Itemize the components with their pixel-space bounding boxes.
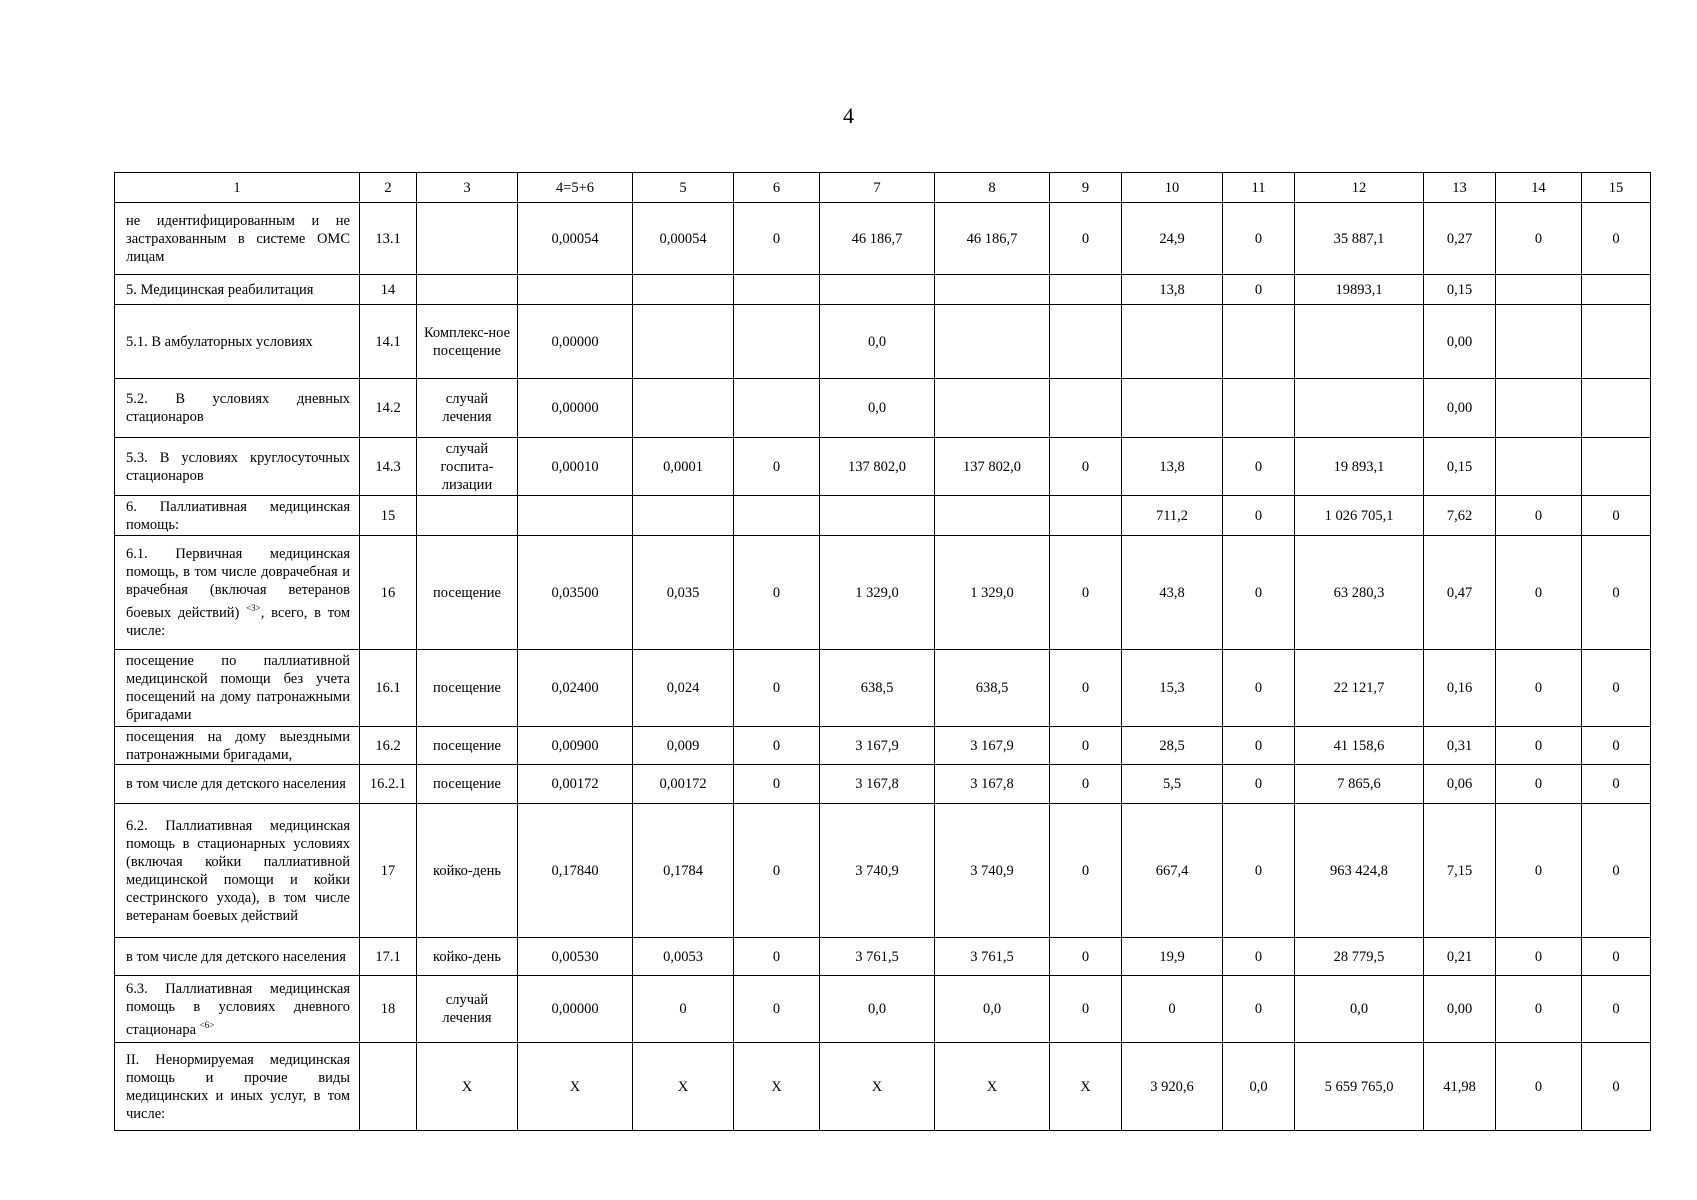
table-row [115,496,1651,536]
cell-col15: 0 [1582,496,1651,536]
cell-col5: 0,1784 [633,804,734,938]
cell-col10 [1122,305,1223,379]
cell-code: 14.2 [360,379,417,438]
column-header-11: 11 [1223,173,1295,203]
table-row [115,727,1651,765]
cell-col10: 15,3 [1122,650,1223,727]
cell-name: 6. Паллиативная медицинская помощь: [115,496,360,536]
column-header-2: 2 [360,173,417,203]
cell-unit [417,203,518,275]
cell-col6 [734,496,820,536]
cell-name: в том числе для детского населения [115,938,360,976]
column-header-1: 1 [115,173,360,203]
cell-col4 [518,275,633,305]
cell-col11: 0 [1223,976,1295,1043]
cell-col11: 0 [1223,438,1295,496]
cell-col11: 0 [1223,804,1295,938]
cell-col13: 0,21 [1424,938,1496,976]
cell-unit: посещение [417,650,518,727]
cell-col9 [1050,275,1122,305]
cell-col14: 0 [1496,765,1582,804]
cell-col15: 0 [1582,536,1651,650]
cell-col6: X [734,1043,820,1131]
cell-col11: 0 [1223,938,1295,976]
cell-col8: 3 167,9 [935,727,1050,765]
cell-col12: 28 779,5 [1295,938,1424,976]
table-row [115,976,1651,1043]
cell-col4: 0,00054 [518,203,633,275]
column-header-14: 14 [1496,173,1582,203]
cell-col14 [1496,438,1582,496]
cell-col5 [633,305,734,379]
cell-col13: 0,15 [1424,438,1496,496]
cell-col10: 24,9 [1122,203,1223,275]
cell-unit: посещение [417,727,518,765]
cell-col10: 5,5 [1122,765,1223,804]
cell-col4: 0,00010 [518,438,633,496]
cell-col6: 0 [734,203,820,275]
footnote-marker: <3> [246,603,261,614]
cell-col8: 46 186,7 [935,203,1050,275]
cell-col14 [1496,275,1582,305]
cell-col10: 13,8 [1122,438,1223,496]
cell-col15: 0 [1582,650,1651,727]
cell-col13: 0,27 [1424,203,1496,275]
table-row [115,438,1651,496]
cell-col7: 3 740,9 [820,804,935,938]
column-header-4: 4=5+6 [518,173,633,203]
table-row [115,765,1651,804]
cell-col15: 0 [1582,1043,1651,1131]
cell-col6 [734,379,820,438]
cell-col4: 0,00172 [518,765,633,804]
cell-unit [417,496,518,536]
cell-name: посещение по паллиативной медицинской помощи без учета посещений на дому патронажными бригадами [115,650,360,727]
cell-col14: 0 [1496,203,1582,275]
cell-name: 6.2. Паллиативная медицинская помощь в стационарных условиях (включая койки паллиативной медицинской помощи и койки сестринского ухода), в том числе ветеранам боевых действий [115,804,360,938]
cell-name: в том числе для детского населения [115,765,360,804]
cell-col7: 638,5 [820,650,935,727]
cell-name: не идентифицированным и не застрахованным в системе ОМС лицам [115,203,360,275]
cell-name: 5. Медицинская реабилитация [115,275,360,305]
cell-col9: 0 [1050,650,1122,727]
cell-unit: случай лечения [417,976,518,1043]
cell-unit: случай госпита-лизации [417,438,518,496]
cell-name [115,536,360,650]
cell-col7 [820,496,935,536]
cell-col13: 0,06 [1424,765,1496,804]
cell-code: 17 [360,804,417,938]
cell-col12 [1295,305,1424,379]
cell-col13: 0,00 [1424,976,1496,1043]
cell-col13: 0,15 [1424,275,1496,305]
cell-name-text: 6.1. Первичная медицинская помощь, в том числе доврачебная и врачебная (включая ветеранов боевых действий) [126,546,350,621]
column-header-8: 8 [935,173,1050,203]
cell-col5: 0,009 [633,727,734,765]
cell-col15: 0 [1582,976,1651,1043]
cell-col4: X [518,1043,633,1131]
cell-col8: 638,5 [935,650,1050,727]
cell-col15 [1582,438,1651,496]
cell-col9 [1050,305,1122,379]
table-row [115,203,1651,275]
cell-col4: 0,03500 [518,536,633,650]
cell-unit: койко-день [417,804,518,938]
cell-col7: 46 186,7 [820,203,935,275]
cell-col6: 0 [734,727,820,765]
cell-col7: 0,0 [820,976,935,1043]
table-row [115,1043,1651,1131]
cell-col12: 22 121,7 [1295,650,1424,727]
cell-col13: 0,00 [1424,379,1496,438]
cell-col13: 7,62 [1424,496,1496,536]
cell-col9: 0 [1050,727,1122,765]
cell-col5: 0,024 [633,650,734,727]
cell-col5: 0,0001 [633,438,734,496]
cell-col14: 0 [1496,976,1582,1043]
header-row [115,173,1651,203]
cell-col13: 41,98 [1424,1043,1496,1131]
column-header-5: 5 [633,173,734,203]
cell-col11: 0 [1223,650,1295,727]
table-row [115,804,1651,938]
cell-unit: X [417,1043,518,1131]
cell-col10: 667,4 [1122,804,1223,938]
cell-col9: 0 [1050,938,1122,976]
cell-col7: 0,0 [820,305,935,379]
cell-col10: 0 [1122,976,1223,1043]
cell-name: посещения на дому выездными патронажными бригадами, [115,727,360,765]
cell-unit: Комплекс-ное посещение [417,305,518,379]
cell-col10: 19,9 [1122,938,1223,976]
table-row [115,650,1651,727]
cell-col7: 137 802,0 [820,438,935,496]
cell-col9: X [1050,1043,1122,1131]
cell-col5: 0,00054 [633,203,734,275]
cell-col13: 0,31 [1424,727,1496,765]
cell-col12 [1295,379,1424,438]
cell-col5: 0 [633,976,734,1043]
cell-col4: 0,00000 [518,305,633,379]
column-header-10: 10 [1122,173,1223,203]
table-row [115,275,1651,305]
footnote-marker: <6> [199,1019,215,1030]
column-header-9: 9 [1050,173,1122,203]
cell-col12: 963 424,8 [1295,804,1424,938]
cell-col14: 0 [1496,496,1582,536]
cell-col12: 41 158,6 [1295,727,1424,765]
cell-col13: 7,15 [1424,804,1496,938]
cell-col5: 0,00172 [633,765,734,804]
cell-unit: посещение [417,765,518,804]
cell-col6: 0 [734,976,820,1043]
cell-unit: посещение [417,536,518,650]
cell-name: 5.3. В условиях круглосуточных стационаров [115,438,360,496]
cell-col6: 0 [734,438,820,496]
cell-col13: 0,16 [1424,650,1496,727]
cell-col4: 0,02400 [518,650,633,727]
cell-name-text: 6.3. Паллиативная медицинская помощь в условиях дневного стационара [126,980,350,1038]
cell-col12: 35 887,1 [1295,203,1424,275]
data-table [114,172,1651,1131]
cell-col14: 0 [1496,938,1582,976]
cell-name: 5.2. В условиях дневных стационаров [115,379,360,438]
cell-col12: 0,0 [1295,976,1424,1043]
cell-col9: 0 [1050,976,1122,1043]
cell-col9: 0 [1050,804,1122,938]
cell-col5 [633,379,734,438]
cell-col7: 3 167,8 [820,765,935,804]
cell-col10: 3 920,6 [1122,1043,1223,1131]
cell-col7: 3 761,5 [820,938,935,976]
cell-col4: 0,00000 [518,976,633,1043]
cell-col4: 0,00000 [518,379,633,438]
cell-col11: 0,0 [1223,1043,1295,1131]
column-header-13: 13 [1424,173,1496,203]
cell-col11: 0 [1223,727,1295,765]
table-row [115,305,1651,379]
cell-col11: 0 [1223,496,1295,536]
cell-col8: 0,0 [935,976,1050,1043]
cell-col9: 0 [1050,765,1122,804]
cell-code: 14.3 [360,438,417,496]
cell-unit [417,275,518,305]
cell-col14: 0 [1496,1043,1582,1131]
cell-col15: 0 [1582,938,1651,976]
column-header-6: 6 [734,173,820,203]
cell-name-tail: , всего, в том числе: [126,604,350,639]
cell-col5 [633,496,734,536]
cell-col11 [1223,379,1295,438]
cell-col6: 0 [734,938,820,976]
cell-code: 16.2.1 [360,765,417,804]
cell-unit: случай лечения [417,379,518,438]
cell-col8: 3 740,9 [935,804,1050,938]
cell-name [115,976,360,1043]
page-number: 4 [843,103,854,128]
cell-col15 [1582,305,1651,379]
cell-col11: 0 [1223,203,1295,275]
cell-col14: 0 [1496,804,1582,938]
cell-col6 [734,275,820,305]
cell-col15: 0 [1582,203,1651,275]
cell-col6: 0 [734,650,820,727]
cell-col10 [1122,379,1223,438]
cell-unit: койко-день [417,938,518,976]
cell-col9: 0 [1050,203,1122,275]
cell-col14 [1496,379,1582,438]
cell-code: 16.1 [360,650,417,727]
cell-col5 [633,275,734,305]
cell-col14 [1496,305,1582,379]
cell-col7: 0,0 [820,379,935,438]
cell-col4: 0,00900 [518,727,633,765]
cell-col8: X [935,1043,1050,1131]
cell-col11 [1223,305,1295,379]
cell-col5: 0,0053 [633,938,734,976]
cell-code: 17.1 [360,938,417,976]
cell-col10: 28,5 [1122,727,1223,765]
cell-col15: 0 [1582,804,1651,938]
column-header-7: 7 [820,173,935,203]
cell-col6: 0 [734,536,820,650]
cell-col7: 1 329,0 [820,536,935,650]
table-row [115,536,1651,650]
cell-col8: 3 167,8 [935,765,1050,804]
cell-col9 [1050,496,1122,536]
cell-col15: 0 [1582,765,1651,804]
cell-col8: 1 329,0 [935,536,1050,650]
column-header-12: 12 [1295,173,1424,203]
cell-col14: 0 [1496,727,1582,765]
cell-col7 [820,275,935,305]
cell-col12: 1 026 705,1 [1295,496,1424,536]
cell-col11: 0 [1223,275,1295,305]
cell-col14: 0 [1496,650,1582,727]
cell-col5: X [633,1043,734,1131]
cell-col13: 0,47 [1424,536,1496,650]
cell-col9: 0 [1050,438,1122,496]
cell-col8 [935,379,1050,438]
cell-col7: X [820,1043,935,1131]
cell-col12: 63 280,3 [1295,536,1424,650]
cell-code: 16 [360,536,417,650]
cell-col15 [1582,379,1651,438]
cell-col8: 3 761,5 [935,938,1050,976]
column-header-15: 15 [1582,173,1651,203]
cell-col15: 0 [1582,727,1651,765]
cell-code: 13.1 [360,203,417,275]
cell-col4: 0,00530 [518,938,633,976]
cell-col11: 0 [1223,536,1295,650]
cell-col4: 0,17840 [518,804,633,938]
cell-col12: 19893,1 [1295,275,1424,305]
column-header-3: 3 [417,173,518,203]
cell-col9 [1050,379,1122,438]
cell-code: 14.1 [360,305,417,379]
cell-col4 [518,496,633,536]
cell-col12: 19 893,1 [1295,438,1424,496]
cell-col6: 0 [734,765,820,804]
cell-col8 [935,275,1050,305]
cell-code: 14 [360,275,417,305]
cell-col10: 43,8 [1122,536,1223,650]
cell-col7: 3 167,9 [820,727,935,765]
cell-col10: 13,8 [1122,275,1223,305]
cell-col13: 0,00 [1424,305,1496,379]
cell-col5: 0,035 [633,536,734,650]
table-row [115,379,1651,438]
cell-col9: 0 [1050,536,1122,650]
cell-code: 16.2 [360,727,417,765]
cell-col11: 0 [1223,765,1295,804]
cell-col6 [734,305,820,379]
cell-col14: 0 [1496,536,1582,650]
cell-code: 18 [360,976,417,1043]
cell-code: 15 [360,496,417,536]
cell-col12: 5 659 765,0 [1295,1043,1424,1131]
cell-col6: 0 [734,804,820,938]
cell-col10: 711,2 [1122,496,1223,536]
cell-name: 5.1. В амбулаторных условиях [115,305,360,379]
cell-name: II. Ненормируемая медицинская помощь и прочие виды медицинских и иных услуг, в том числе: [115,1043,360,1131]
cell-col8 [935,305,1050,379]
table-row [115,938,1651,976]
cell-col12: 7 865,6 [1295,765,1424,804]
cell-col8: 137 802,0 [935,438,1050,496]
cell-col15 [1582,275,1651,305]
cell-code [360,1043,417,1131]
cell-col8 [935,496,1050,536]
